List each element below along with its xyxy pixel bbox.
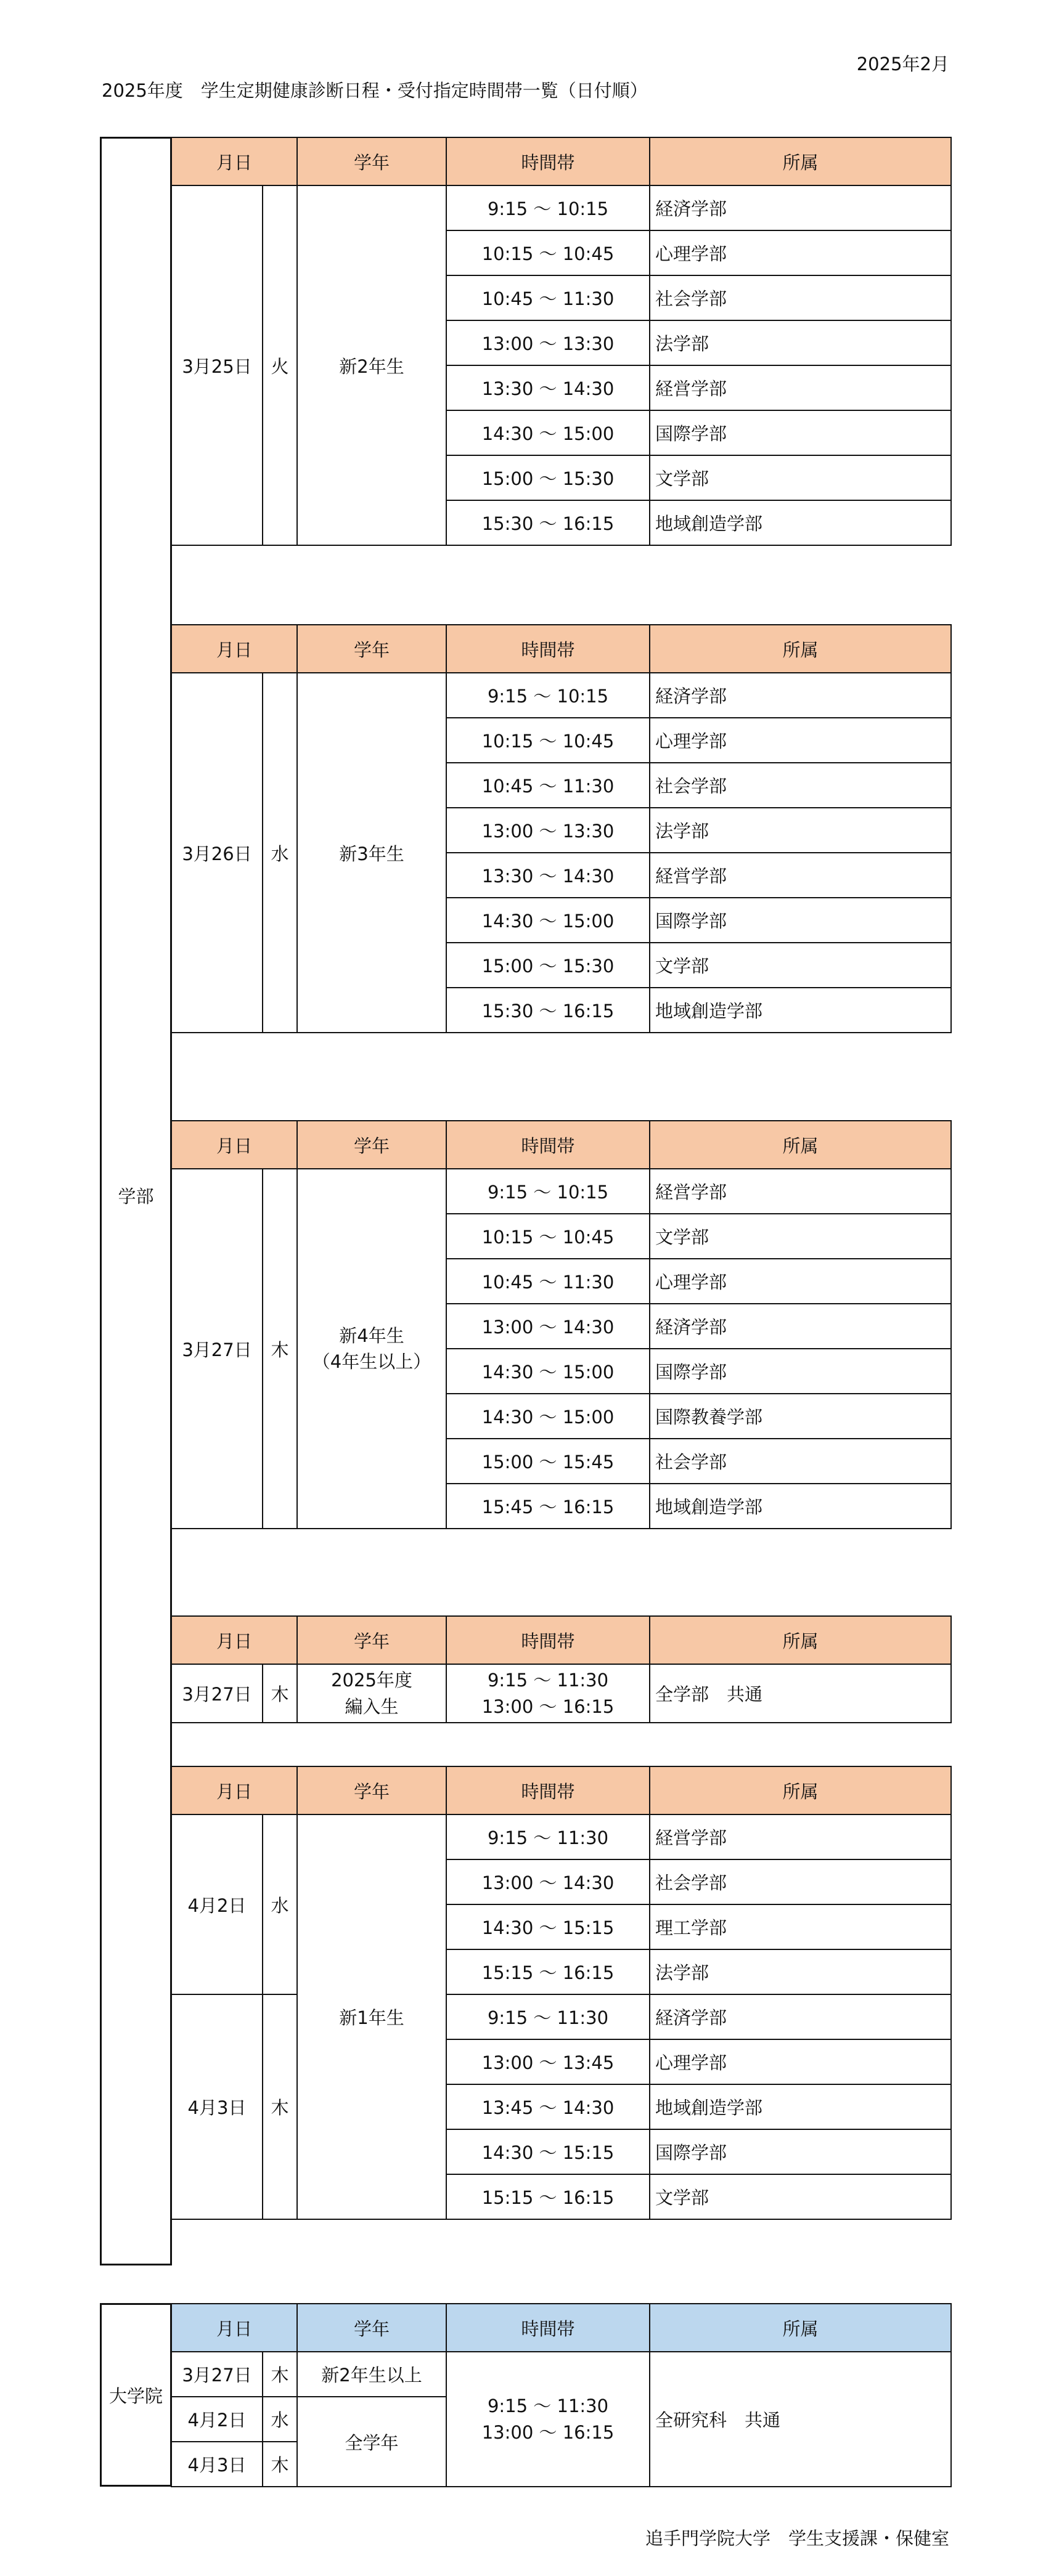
header-time-slot: 時間帯: [446, 137, 650, 185]
header-grade: 学年: [297, 1616, 446, 1664]
dept-cell: 文学部: [650, 1214, 951, 1259]
time-cell: 9:15 ～ 11:30: [446, 1994, 650, 2039]
table-header-row: [171, 1616, 951, 1664]
dept-cell: 経済学部: [650, 1994, 951, 2039]
table-row: [171, 1814, 951, 1859]
date-cell: 3月26日: [171, 673, 263, 1033]
weekday-cell: 水: [263, 673, 297, 1033]
header-month-day: 月日: [171, 2304, 297, 2352]
dept-cell: 社会学部: [650, 275, 951, 320]
weekday-cell: 木: [263, 1994, 297, 2219]
time-cell: 14:30 ～ 15:15: [446, 2129, 650, 2174]
time-cell: 13:00 ～ 13:45: [446, 2039, 650, 2084]
table-row: [171, 1994, 951, 2039]
schedule-table-transfer: [171, 1615, 952, 1723]
dept-cell: 社会学部: [650, 763, 951, 808]
dept-cell: 全研究科 共通: [650, 2352, 951, 2487]
weekday-cell: 木: [263, 2352, 297, 2397]
time-cell: 10:15 ～ 10:45: [446, 1214, 650, 1259]
table-row: [171, 673, 951, 718]
header-affiliation: 所属: [650, 1616, 951, 1664]
time-cell: 15:00 ～ 15:30: [446, 455, 650, 500]
dept-cell: 社会学部: [650, 1439, 951, 1484]
header-time-slot: 時間帯: [446, 625, 650, 673]
dept-cell: 理工学部: [650, 1904, 951, 1949]
schedule-table-graduate: [171, 2303, 952, 2487]
time-cell: 15:30 ～ 16:15: [446, 988, 650, 1033]
weekday-cell: 木: [263, 1664, 297, 1723]
time-cell: 9:15 ～ 10:15: [446, 1169, 650, 1214]
undergrad-label: 学部: [118, 1185, 154, 1207]
date-cell: 3月27日: [171, 1664, 263, 1723]
time-cell: 10:45 ～ 11:30: [446, 1259, 650, 1304]
time-cell: 13:00 ～ 13:30: [446, 808, 650, 853]
header-grade: 学年: [297, 2304, 446, 2352]
time-cell: 14:30 ～ 15:15: [446, 1904, 650, 1949]
table-header-row: [171, 1121, 951, 1169]
dept-cell: 国際教養学部: [650, 1394, 951, 1439]
time-line-1: 9:15 ～ 11:30: [487, 2395, 609, 2417]
header-month-day: 月日: [171, 1121, 297, 1169]
weekday-cell: 水: [263, 2397, 297, 2442]
footer-credit: 追手門学院大学 学生支援課・保健室: [645, 2528, 949, 2549]
time-cell: 14:30 ～ 15:00: [446, 898, 650, 943]
dept-cell: 経営学部: [650, 1814, 951, 1859]
dept-cell: 心理学部: [650, 718, 951, 763]
page-title: 2025年度 学生定期健康診断日程・受付指定時間帯一覧（日付順）: [102, 80, 648, 101]
time-cell: 15:15 ～ 16:15: [446, 2174, 650, 2219]
time-cell: 14:30 ～ 15:00: [446, 1394, 650, 1439]
header-affiliation: 所属: [650, 1766, 951, 1814]
table-header-row: [171, 625, 951, 673]
time-cell: 15:15 ～ 16:15: [446, 1949, 650, 1994]
time-cell: 10:15 ～ 10:45: [446, 718, 650, 763]
weekday-cell: 木: [263, 2442, 297, 2487]
table-row: [171, 185, 951, 230]
header-time-slot: 時間帯: [446, 2304, 650, 2352]
dept-cell: 国際学部: [650, 898, 951, 943]
header-affiliation: 所属: [650, 137, 951, 185]
header-time-slot: 時間帯: [446, 1616, 650, 1664]
dept-cell: 全学部 共通: [650, 1664, 951, 1723]
time-cell: 13:30 ～ 14:30: [446, 365, 650, 410]
table-header-row: [171, 137, 951, 185]
graduate-label: 大学院: [108, 2385, 163, 2407]
time-cell: 10:45 ～ 11:30: [446, 763, 650, 808]
header-month-day: 月日: [171, 625, 297, 673]
date-cell: 4月3日: [171, 2442, 263, 2487]
time-cell: 10:45 ～ 11:30: [446, 275, 650, 320]
table-row: [171, 2352, 951, 2397]
header-grade: 学年: [297, 137, 446, 185]
header-time-slot: 時間帯: [446, 1121, 650, 1169]
schedule-table-0326: [171, 624, 952, 1033]
dept-cell: 地域創造学部: [650, 2084, 951, 2129]
date-cell: 3月27日: [171, 1169, 263, 1529]
grade-line-1: 新4年生: [339, 1325, 404, 1346]
grade-line-2: （4年生以上）: [312, 1351, 431, 1372]
time-line-2: 13:00 ～ 16:15: [481, 2421, 615, 2443]
grade-cell: 新2年生: [297, 185, 446, 545]
time-cell: 14:30 ～ 15:00: [446, 410, 650, 455]
dept-cell: 国際学部: [650, 410, 951, 455]
table-header-row: [171, 2304, 951, 2352]
dept-cell: 経営学部: [650, 1169, 951, 1214]
grade-line-2: 編入生: [345, 1696, 399, 1717]
header-grade: 学年: [297, 625, 446, 673]
dept-cell: 経営学部: [650, 365, 951, 410]
dept-cell: 文学部: [650, 2174, 951, 2219]
date-cell: 3月25日: [171, 185, 263, 545]
time-cell: 15:45 ～ 16:15: [446, 1484, 650, 1529]
dept-cell: 文学部: [650, 455, 951, 500]
grade-cell: 新1年生: [297, 1814, 446, 2219]
schedule-table-0327: [171, 1120, 952, 1529]
schedule-table-0325: [171, 137, 952, 546]
time-line-1: 9:15 ～ 11:30: [487, 1670, 609, 1691]
dept-cell: 法学部: [650, 808, 951, 853]
header-affiliation: 所属: [650, 1121, 951, 1169]
schedule-table-freshmen: [171, 1766, 952, 2220]
dept-cell: 経済学部: [650, 1304, 951, 1349]
dept-cell: 社会学部: [650, 1859, 951, 1904]
time-cell: 9:15 ～ 10:15: [446, 185, 650, 230]
weekday-cell: 木: [263, 1169, 297, 1529]
dept-cell: 経済学部: [650, 185, 951, 230]
dept-cell: 地域創造学部: [650, 1484, 951, 1529]
time-cell: 13:30 ～ 14:30: [446, 853, 650, 898]
time-cell: 13:00 ～ 14:30: [446, 1304, 650, 1349]
header-month-day: 月日: [171, 137, 297, 185]
dept-cell: 経済学部: [650, 673, 951, 718]
time-cell: 13:00 ～ 13:30: [446, 320, 650, 365]
date-cell: 4月2日: [171, 2397, 263, 2442]
time-cell: 9:15 ～ 11:30: [446, 1814, 650, 1859]
header-grade: 学年: [297, 1121, 446, 1169]
table-row: [171, 1169, 951, 1214]
date-cell: 3月27日: [171, 2352, 263, 2397]
dept-cell: 心理学部: [650, 2039, 951, 2084]
grade-cell: [297, 1169, 446, 1529]
grade-cell: 新3年生: [297, 673, 446, 1033]
header-affiliation: 所属: [650, 2304, 951, 2352]
time-cell: 15:00 ～ 15:30: [446, 943, 650, 988]
grade-cell: [297, 1664, 446, 1723]
header-time-slot: 時間帯: [446, 1766, 650, 1814]
grade-line-1: 2025年度: [331, 1670, 412, 1691]
table-header-row: [171, 1766, 951, 1814]
issue-date: 2025年2月: [856, 54, 949, 75]
dept-cell: 法学部: [650, 320, 951, 365]
table-row: [171, 1664, 951, 1723]
time-cell: 10:15 ～ 10:45: [446, 230, 650, 275]
time-line-2: 13:00 ～ 16:15: [481, 1696, 615, 1717]
dept-cell: 国際学部: [650, 1349, 951, 1394]
weekday-cell: 水: [263, 1814, 297, 1994]
grade-cell: 新2年生以上: [297, 2352, 446, 2397]
date-cell: 4月2日: [171, 1814, 263, 1994]
time-cell: 13:45 ～ 14:30: [446, 2084, 650, 2129]
weekday-cell: 火: [263, 185, 297, 545]
time-cell: 14:30 ～ 15:00: [446, 1349, 650, 1394]
dept-cell: 地域創造学部: [650, 988, 951, 1033]
grade-cell: 全学年: [297, 2397, 446, 2487]
dept-cell: 心理学部: [650, 1259, 951, 1304]
header-affiliation: 所属: [650, 625, 951, 673]
dept-cell: 法学部: [650, 1949, 951, 1994]
time-cell: 9:15 ～ 10:15: [446, 673, 650, 718]
dept-cell: 文学部: [650, 943, 951, 988]
dept-cell: 経営学部: [650, 853, 951, 898]
dept-cell: 地域創造学部: [650, 500, 951, 545]
dept-cell: 心理学部: [650, 230, 951, 275]
header-month-day: 月日: [171, 1766, 297, 1814]
date-cell: 4月3日: [171, 1994, 263, 2219]
header-month-day: 月日: [171, 1616, 297, 1664]
time-cell: [446, 1664, 650, 1723]
time-cell: [446, 2352, 650, 2487]
time-cell: 15:00 ～ 15:45: [446, 1439, 650, 1484]
dept-cell: 国際学部: [650, 2129, 951, 2174]
time-cell: 15:30 ～ 16:15: [446, 500, 650, 545]
header-grade: 学年: [297, 1766, 446, 1814]
time-cell: 13:00 ～ 14:30: [446, 1859, 650, 1904]
